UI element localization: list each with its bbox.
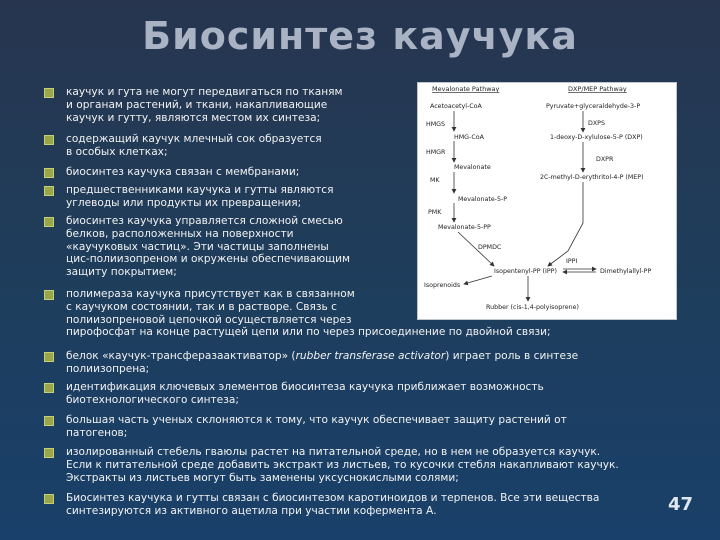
bullet-marker	[44, 448, 54, 458]
dxp-label: 1-deoxy-D-xylulose-5-P (DXP)	[550, 134, 643, 141]
bullet-line: каучук и гута не могут передвигаться по тканям	[66, 86, 343, 98]
bullet-line: защиту покрытием;	[66, 266, 177, 279]
bullet-line: Биосинтез каучука и гутты связан с биосинтезом каротиноидов и терпенов. Все эти вещества	[66, 492, 600, 504]
bullet-item	[66, 350, 666, 376]
bullet-line: цис-полиизопреном и окружены обеспечивающим	[66, 253, 351, 266]
dxpr-label: DXPR	[596, 156, 614, 163]
pathway-diagram-svg	[418, 83, 676, 319]
ipp-label: Isopentenyl-PP (IPP)	[494, 268, 557, 275]
bullet-line: полиизопреновой цепочкой осуществляется через	[66, 313, 352, 326]
rubber-label: Rubber (cis-1,4-polyisoprene)	[486, 304, 579, 311]
bullet-line: каучук и гутту, являются местом их синтеза;	[66, 111, 321, 124]
ippi-label: IPPI	[566, 258, 578, 265]
bullet-marker	[44, 290, 54, 300]
dxp-pathway-header: DXP/MEP Pathway	[568, 85, 627, 93]
dxps-label: DXPS	[588, 120, 605, 127]
mep-label: 2C-methyl-D-erythritol-4-P (MEP)	[540, 174, 644, 181]
arrow-mep-ipp	[548, 182, 583, 266]
bullet-line: пирофосфат на конце растущей цепи или по через присоединение по двойной связи;	[66, 326, 551, 339]
bullet-line: биотехнологического синтеза;	[66, 393, 239, 406]
mev5p-label: Mevalonate-5-P	[458, 196, 508, 203]
bullet-line: белок «каучук-трансферазаактиватор» (rubber transferase activator) играет роль в синтезе	[66, 350, 579, 362]
hmgcoa-label: HMG-CoA	[454, 134, 484, 141]
bullet-line: белков, расположенных на поверхности	[66, 227, 294, 240]
bullet-item	[66, 215, 406, 279]
bullet-line: большая часть ученых склоняются к тому, что каучук обеспечивает защиту растений от	[66, 414, 567, 426]
mev5pp-label: Mevalonate-5-PP	[438, 224, 491, 231]
bullet-item	[66, 492, 666, 518]
dpmdc-label: DPMDC	[478, 244, 502, 251]
bullet-item	[66, 381, 666, 407]
bullet-item	[66, 414, 666, 440]
bullet-line: углеводы или продукты их превращения;	[66, 196, 302, 209]
bullet-item	[66, 86, 406, 124]
pmk-label: PMK	[428, 209, 442, 216]
slide-title: Биосинтез каучука	[142, 14, 578, 58]
bullet-line: полиизопрена;	[66, 362, 150, 375]
bullet-line: и органам растений, и ткани, накапливающие	[66, 98, 328, 111]
mk-label: MK	[430, 177, 440, 184]
bullet-marker	[44, 168, 54, 178]
dmapp-label: Dimethylallyl-PP	[600, 268, 652, 275]
arrow-ipp-isoprenoids	[464, 276, 492, 284]
isoprenoids-label: Isoprenoids	[424, 282, 461, 289]
bullet-line: предшественниками каучука и гутты являются	[66, 184, 334, 196]
bullet-item	[66, 446, 686, 484]
bullet-marker	[44, 383, 54, 393]
acetoacetyl-label: Acetoacetyl-CoA	[430, 103, 482, 110]
bullet-marker	[44, 416, 54, 426]
bullet-line: Если к питательной среде добавить экстракт из листьев, то кусочки стебля накапливают каучук.	[66, 458, 619, 471]
bullet-marker	[44, 494, 54, 504]
bullet-line: изолированный стебель гваюлы растет на питательной среде, но в нем не образуется каучук.	[66, 446, 601, 458]
mev-pathway-header: Mevalonate Pathway	[432, 85, 500, 93]
page-number: 47	[668, 494, 694, 515]
bullet-line: синтезируются из активного ацетила при участии кофермента А.	[66, 504, 437, 517]
bullet-line: «каучуковых частиц». Эти частицы заполнены	[66, 240, 329, 253]
hmgs-label: HMGS	[426, 121, 446, 128]
mevalonate-label: Mevalonate	[454, 164, 491, 171]
bullet-line: биосинтез каучука управляется сложной смесью	[66, 215, 343, 227]
bullet-line: идентификация ключевых элементов биосинтеза каучука приближает возможность	[66, 381, 544, 393]
bullet-line: в особых клетках;	[66, 145, 168, 158]
bullet-marker	[44, 186, 54, 196]
bullet-line: патогенов;	[66, 426, 128, 439]
bullet-item	[66, 184, 406, 210]
bullet-line: полимераза каучука присутствует как в связанном	[66, 288, 355, 300]
bullet-line: биосинтез каучука связан с мембранами;	[66, 166, 300, 178]
bullet-line: содержащий каучук млечный сок образуется	[66, 133, 322, 145]
bullet-item	[66, 133, 406, 159]
bullet-marker	[44, 352, 54, 362]
bullet-line: с каучуком состоянии, так и в растворе. Связь с	[66, 300, 337, 313]
hmgr-label: HMGR	[426, 149, 446, 156]
bullet-item	[66, 166, 406, 179]
pyruvate-label: Pyruvate+glyceraldehyde-3-P	[546, 103, 641, 110]
bullet-marker	[44, 88, 54, 98]
bullet-marker	[44, 135, 54, 145]
bullet-line: Экстракты из листьев могут быть заменены уксуснокислыми солями;	[66, 471, 459, 484]
bullet-marker	[44, 217, 54, 227]
pathway-diagram	[417, 82, 677, 320]
